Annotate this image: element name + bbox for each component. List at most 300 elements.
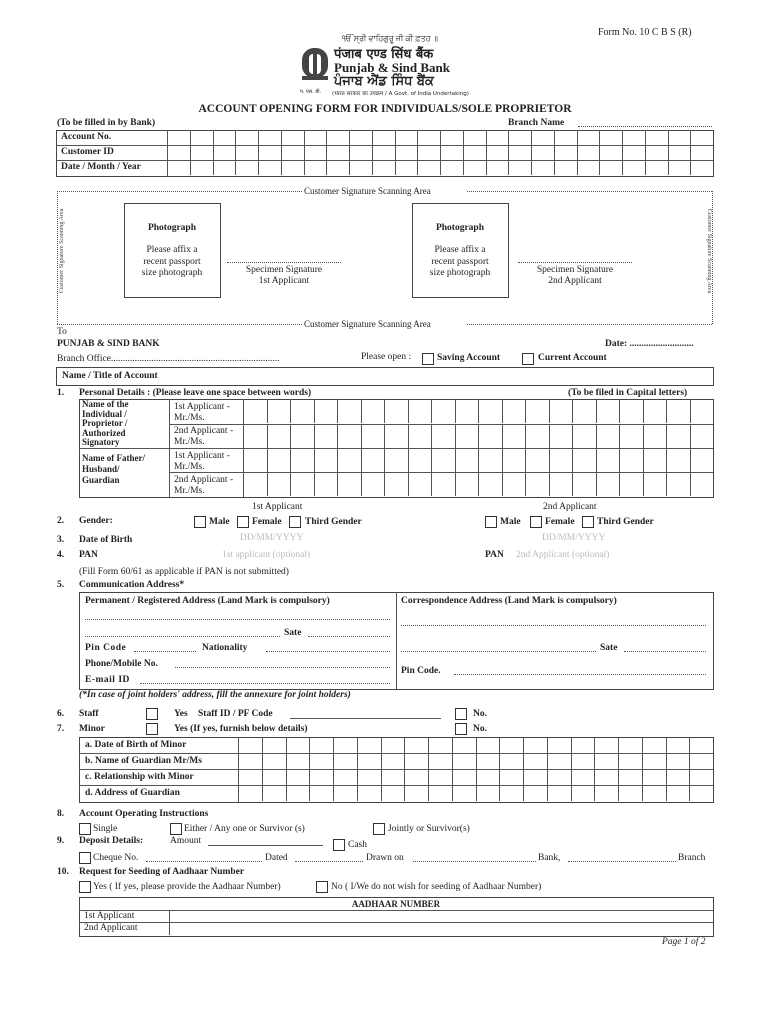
male-label-1: Male	[209, 517, 230, 527]
minor-cell-divider	[523, 753, 524, 769]
name-cell-divider	[361, 424, 362, 448]
minor-cell-divider	[666, 737, 667, 753]
nationality-line[interactable]	[266, 651, 390, 652]
pan-label-2: PAN	[485, 550, 504, 560]
minor-cell-divider	[523, 769, 524, 785]
name-cell-divider	[267, 399, 268, 423]
female-label-1: Female	[252, 517, 282, 527]
name-cell-divider	[337, 448, 338, 472]
s4-number: 4.	[57, 550, 65, 560]
photo-text-1b: recent passport	[143, 257, 201, 267]
corr-address-line-2[interactable]	[401, 651, 596, 652]
minor-dob-label: a. Date of Birth of Minor	[85, 740, 187, 750]
amount-line[interactable]	[208, 845, 323, 846]
staff-yes-checkbox[interactable]	[146, 708, 158, 720]
name-cell-divider	[572, 399, 573, 423]
phone-line[interactable]	[175, 667, 390, 668]
corr-address-label: Correspondence Address (Land Mark is compulsory)	[401, 596, 617, 606]
gender-third-2[interactable]	[582, 516, 594, 528]
minor-cell-divider	[262, 785, 263, 801]
bank-cell-divider	[326, 130, 327, 145]
name-cell-divider	[619, 448, 620, 472]
s6-number: 6.	[57, 709, 65, 719]
s6-label: Staff	[79, 709, 99, 719]
single-label: Single	[93, 824, 118, 834]
name-cell-divider	[361, 448, 362, 472]
minor-cell-divider	[404, 753, 405, 769]
branch-line[interactable]	[568, 861, 676, 862]
single-checkbox[interactable]	[79, 823, 91, 835]
dated-line[interactable]	[295, 861, 363, 862]
bank-cell-divider	[349, 130, 350, 145]
jointly-checkbox[interactable]	[373, 823, 385, 835]
bank-cell-divider	[463, 160, 464, 175]
cash-checkbox[interactable]	[333, 839, 345, 851]
cheque-checkbox[interactable]	[79, 852, 91, 864]
drawn-label: Drawn on	[366, 853, 404, 863]
date-field[interactable]: Date: ...........................	[605, 339, 694, 349]
gender-female-2[interactable]	[530, 516, 542, 528]
bank-cell-divider	[599, 160, 600, 175]
photo-text-2a: Please affix a	[434, 245, 486, 255]
specimen-sign-1a: Specimen Signature	[245, 265, 323, 275]
minor-cell-divider	[262, 737, 263, 753]
bank-cell-divider	[668, 160, 669, 175]
minor-cell-divider	[547, 769, 548, 785]
saving-account-checkbox[interactable]	[422, 353, 434, 365]
bank-cell-divider	[486, 145, 487, 160]
name-cell-divider	[290, 399, 291, 423]
name-cell-divider	[619, 424, 620, 448]
name-cell-divider	[431, 472, 432, 496]
s1-label: Personal Details : (Please leave one space between words)	[79, 388, 312, 398]
bank-cell-divider	[622, 145, 623, 160]
page-number: Page 1 of 2	[662, 937, 706, 947]
name-app2-label: 2nd Applicant - Mr./Ms.	[174, 426, 234, 447]
form-title: ACCOUNT OPENING FORM FOR INDIVIDUALS/SOLE PROPRIETOR	[198, 103, 572, 115]
branch-office-field[interactable]: Branch Office.......................................................................	[57, 354, 280, 364]
name-cell-divider	[596, 448, 597, 472]
bank-cell-divider	[417, 160, 418, 175]
name-cell-divider	[525, 448, 526, 472]
name-cell-divider	[314, 424, 315, 448]
email-label: E-mail ID	[85, 675, 130, 685]
minor-cell-divider	[286, 785, 287, 801]
minor-address-label: d. Address of Guardian	[85, 788, 180, 798]
bank-name-english: Punjab & Sind Bank	[334, 60, 450, 75]
bank-cell-divider	[645, 130, 646, 145]
minor-cell-divider	[594, 737, 595, 753]
bank-cell-divider	[463, 145, 464, 160]
bank-cell-divider	[645, 145, 646, 160]
name-cell-divider	[478, 472, 479, 496]
photo-text-1c: size photograph	[141, 268, 203, 278]
s1-number: 1.	[57, 388, 65, 398]
current-account-label: Current Account	[538, 353, 607, 363]
bank-cell-divider	[417, 130, 418, 145]
name-app1-label: 1st Applicant - Mr./Ms.	[174, 402, 230, 423]
bank-cell-divider	[622, 130, 623, 145]
minor-relation-label: c. Relationship with Minor	[85, 772, 194, 782]
minor-cell-divider	[618, 753, 619, 769]
s7-label: Minor	[79, 724, 105, 734]
minor-cell-divider	[428, 785, 429, 801]
minor-cell-divider	[618, 737, 619, 753]
bank-cell-divider	[349, 145, 350, 160]
name-cell-divider	[314, 472, 315, 496]
bank-name-punjabi: ਪੰਜਾਬ ਐਂਡ ਸਿੰਧ ਬੈਂਕ	[334, 74, 434, 89]
bank-cell-divider	[235, 145, 236, 160]
name-cell-divider	[478, 399, 479, 423]
aadhaar-no-checkbox[interactable]	[316, 881, 328, 893]
phone-label: Phone/Mobile No.	[85, 659, 158, 669]
name-cell-divider	[502, 399, 503, 423]
bank-name-hindi: पंजाब एण्ड सिंध बैंक	[334, 47, 434, 62]
minor-cell-divider	[428, 769, 429, 785]
current-account-checkbox[interactable]	[522, 353, 534, 365]
corr-pin-line[interactable]	[454, 674, 706, 675]
s2-label: Gender:	[79, 516, 113, 526]
bank-cell-divider	[258, 130, 259, 145]
minor-cell-divider	[499, 753, 500, 769]
minor-cell-divider	[309, 769, 310, 785]
name-cell-divider	[666, 424, 667, 448]
minor-yes-checkbox[interactable]	[146, 723, 158, 735]
aadhaar-table-head: AADHAAR NUMBER	[351, 899, 441, 909]
name-cell-divider	[290, 424, 291, 448]
staff-yes-label: Yes	[174, 709, 188, 719]
minor-cell-divider	[357, 737, 358, 753]
staff-id-label: Staff ID / PF Code	[198, 709, 273, 719]
minor-cell-divider	[571, 785, 572, 801]
name-cell-divider	[384, 424, 385, 448]
staff-no-label: No.	[473, 709, 487, 719]
name-cell-divider	[478, 424, 479, 448]
minor-cell-divider	[666, 769, 667, 785]
pan-field-2[interactable]: 2nd Applicant (optional)	[516, 550, 610, 560]
saving-account-label: Saving Account	[437, 353, 501, 363]
bank-cell-divider	[690, 145, 691, 160]
photo-title-1: Photograph	[147, 223, 197, 233]
minor-cell-divider	[618, 769, 619, 785]
minor-cell-divider	[333, 769, 334, 785]
bank-cell-divider	[190, 145, 191, 160]
minor-cell-divider	[309, 737, 310, 753]
bank-cell-divider	[281, 145, 282, 160]
minor-cell-divider	[571, 737, 572, 753]
bank-cell-divider	[190, 160, 191, 175]
name-cell-divider	[643, 448, 644, 472]
minor-cell-divider	[452, 769, 453, 785]
minor-cell-divider	[262, 753, 263, 769]
bank-cell-divider	[304, 130, 305, 145]
name-cell-divider	[314, 399, 315, 423]
minor-no-label: No.	[473, 724, 487, 734]
drawn-line[interactable]	[413, 861, 536, 862]
s9-label: Deposit Details:	[79, 836, 144, 846]
male-label-2: Male	[500, 517, 521, 527]
minor-cell-divider	[666, 753, 667, 769]
bank-cell-divider	[690, 160, 691, 175]
minor-cell-divider	[428, 737, 429, 753]
perm-address-line-2[interactable]	[85, 636, 280, 637]
pin-code-label: Pin Code	[85, 643, 127, 653]
minor-cell-divider	[476, 769, 477, 785]
bank-cell-divider	[372, 130, 373, 145]
aadhaar-yes-checkbox[interactable]	[79, 881, 91, 893]
bank-cell-divider	[395, 130, 396, 145]
name-cell-divider	[572, 448, 573, 472]
name-cell-divider	[267, 424, 268, 448]
name-cell-divider	[596, 472, 597, 496]
name-cell-divider	[431, 448, 432, 472]
bank-cell-divider	[531, 160, 532, 175]
tagline-prefix: प. एस. बी.	[300, 89, 322, 95]
to-label: To	[57, 327, 67, 337]
name-cell-divider	[643, 399, 644, 423]
name-cell-divider	[455, 448, 456, 472]
name-cell-divider	[619, 472, 620, 496]
photo-text-1a: Please affix a	[146, 245, 198, 255]
minor-yes-label: Yes (If yes, furnish below details)	[174, 724, 308, 734]
bank-cell-divider	[326, 145, 327, 160]
third-label-1: Third Gender	[305, 517, 362, 527]
bank-cell-divider	[281, 160, 282, 175]
name-cell-divider	[361, 399, 362, 423]
bank-cell-divider	[395, 145, 396, 160]
cheque-label: Cheque No.	[93, 853, 139, 863]
bank-label: Bank,	[538, 853, 561, 863]
s8-label: Account Operating Instructions	[79, 809, 209, 819]
s1-note: (To be filed in Capital letters)	[568, 388, 688, 398]
bank-cell-divider	[486, 160, 487, 175]
name-cell-divider	[408, 448, 409, 472]
minor-cell-divider	[689, 769, 690, 785]
name-cell-divider	[455, 399, 456, 423]
bank-cell-divider	[281, 130, 282, 145]
minor-cell-divider	[618, 785, 619, 801]
name-cell-divider	[502, 472, 503, 496]
aadhaar-app1-field[interactable]	[170, 911, 712, 922]
tagline: (भारत सरकार का उपक्रम / A Govt. of India Undertaking)	[332, 91, 469, 97]
minor-cell-divider	[571, 769, 572, 785]
name-cell-divider	[666, 399, 667, 423]
corr-pin-label: Pin Code.	[401, 666, 441, 676]
bank-cell-divider	[554, 160, 555, 175]
name-cell-divider	[525, 424, 526, 448]
dob-field-1[interactable]: DD/MM/YYYY	[240, 533, 304, 543]
name-cell-divider	[666, 448, 667, 472]
name-cell-divider	[690, 448, 691, 472]
minor-cell-divider	[381, 737, 382, 753]
name-cell-divider	[290, 472, 291, 496]
joint-note: (*In case of joint holders' address, fill the annexure for joint holders)	[79, 690, 351, 700]
email-line[interactable]	[140, 683, 390, 684]
minor-cell-divider	[309, 753, 310, 769]
scan-area-label-bottom: Customer Signature Scanning Area	[304, 319, 431, 329]
bank-cell-divider	[190, 130, 191, 145]
minor-cell-divider	[642, 769, 643, 785]
minor-cell-divider	[404, 769, 405, 785]
amount-label: Amount	[170, 836, 202, 846]
minor-cell-divider	[594, 785, 595, 801]
minor-cell-divider	[428, 753, 429, 769]
photo-text-2c: size photograph	[429, 268, 491, 278]
minor-cell-divider	[333, 753, 334, 769]
s5-label: Communication Address*	[79, 580, 185, 590]
name-cell-divider	[267, 448, 268, 472]
bank-cell-divider	[417, 145, 418, 160]
perm-address-line-1[interactable]	[85, 619, 390, 620]
minor-cell-divider	[452, 753, 453, 769]
cash-label: Cash	[348, 840, 367, 850]
branch-label: Branch	[678, 853, 706, 863]
minor-cell-divider	[333, 785, 334, 801]
name-cell-divider	[502, 424, 503, 448]
gender-third-1[interactable]	[289, 516, 301, 528]
name-cell-divider	[596, 424, 597, 448]
bank-cell-divider	[599, 130, 600, 145]
specimen-sign-2b: 2nd Applicant	[548, 276, 602, 286]
female-label-2: Female	[545, 517, 575, 527]
bank-cell-divider	[508, 160, 509, 175]
name-cell-divider	[455, 424, 456, 448]
perm-state-line[interactable]	[308, 636, 390, 637]
name-cell-divider	[478, 448, 479, 472]
name-cell-divider	[525, 472, 526, 496]
minor-no-checkbox[interactable]	[455, 723, 467, 735]
bank-cell-divider	[395, 160, 396, 175]
minor-cell-divider	[286, 737, 287, 753]
first-applicant-head: 1st Applicant	[252, 502, 303, 512]
minor-cell-divider	[689, 753, 690, 769]
minor-guardian-label: b. Name of Guardian Mr/Ms	[85, 756, 202, 766]
minor-cell-divider	[476, 737, 477, 753]
minor-cell-divider	[357, 753, 358, 769]
gender-male-2[interactable]	[485, 516, 497, 528]
bank-cell-divider	[577, 130, 578, 145]
minor-cell-divider	[689, 737, 690, 753]
minor-cell-divider	[262, 769, 263, 785]
bank-cell-divider	[531, 130, 532, 145]
minor-cell-divider	[571, 753, 572, 769]
branch-name-line[interactable]	[578, 126, 712, 127]
specimen-sign-1b: 1st Applicant	[258, 276, 310, 286]
name-cell-divider	[572, 424, 573, 448]
name-cell-divider	[408, 424, 409, 448]
name-cell-divider	[690, 399, 691, 423]
bank-cell-divider	[645, 160, 646, 175]
name-cell-divider	[384, 472, 385, 496]
name-cell-divider	[408, 399, 409, 423]
date-label: Date / Month / Year	[61, 162, 141, 172]
bank-cell-divider	[440, 130, 441, 145]
bank-cell-divider	[599, 145, 600, 160]
bank-cell-divider	[531, 145, 532, 160]
bank-cell-divider	[463, 130, 464, 145]
cheque-line[interactable]	[146, 861, 262, 862]
aadhaar-app2-field[interactable]	[170, 923, 712, 934]
bank-cell-divider	[258, 145, 259, 160]
name-cell-divider	[619, 399, 620, 423]
minor-cell-divider	[499, 769, 500, 785]
form-number: Form No. 10 C B S (R)	[598, 27, 692, 38]
father-app1-label: 1st Applicant - Mr./Ms.	[174, 451, 230, 472]
minor-cell-divider	[404, 785, 405, 801]
s5-number: 5.	[57, 580, 65, 590]
staff-no-checkbox[interactable]	[455, 708, 467, 720]
name-label: Name of the Individual / Proprietor / Authorized Signatory	[82, 399, 129, 447]
name-cell-divider	[337, 399, 338, 423]
name-cell-divider	[361, 472, 362, 496]
name-cell-divider	[408, 472, 409, 496]
scan-area-label-top: Customer Signature Scanning Area	[304, 186, 431, 196]
minor-cell-divider	[286, 753, 287, 769]
pin-code-line[interactable]	[134, 651, 196, 652]
bank-cell-divider	[372, 160, 373, 175]
name-cell-divider	[267, 472, 268, 496]
account-title-label: Name / Title of Account	[62, 371, 158, 381]
either-checkbox[interactable]	[170, 823, 182, 835]
bank-cell-divider	[508, 145, 509, 160]
please-open-label: Please open :	[361, 352, 412, 362]
s10-number: 10.	[57, 867, 69, 877]
gender-male-1[interactable]	[194, 516, 206, 528]
name-cell-divider	[431, 424, 432, 448]
third-label-2: Third Gender	[597, 517, 654, 527]
corr-state-line[interactable]	[624, 651, 706, 652]
minor-cell-divider	[381, 753, 382, 769]
name-cell-divider	[572, 472, 573, 496]
bank-cell-divider	[349, 160, 350, 175]
minor-cell-divider	[523, 737, 524, 753]
minor-cell-divider	[666, 785, 667, 801]
bank-use-table	[56, 130, 714, 177]
corr-address-line-1[interactable]	[401, 625, 706, 626]
aadhaar-app2-label: 2nd Applicant	[84, 923, 138, 933]
minor-cell-divider	[547, 737, 548, 753]
bank-cell-divider	[372, 145, 373, 160]
photo-text-2b: recent passport	[431, 257, 489, 267]
minor-cell-divider	[476, 785, 477, 801]
bank-cell-divider	[235, 160, 236, 175]
bank-cell-divider	[668, 145, 669, 160]
name-cell-divider	[314, 448, 315, 472]
gender-female-1[interactable]	[237, 516, 249, 528]
scan-side-label-right: Customer Signature Scanning Area	[706, 208, 713, 294]
pan-field-1[interactable]: 1st applicant (optional)	[222, 550, 311, 560]
bank-cell-divider	[440, 160, 441, 175]
s4-label: PAN	[79, 550, 98, 560]
name-cell-divider	[337, 472, 338, 496]
minor-cell-divider	[476, 753, 477, 769]
minor-cell-divider	[452, 785, 453, 801]
s9-number: 9.	[57, 836, 65, 846]
bank-cell-divider	[235, 130, 236, 145]
bank-cell-divider	[304, 160, 305, 175]
dob-field-2[interactable]: DD/MM/YYYY	[542, 533, 606, 543]
dated-label: Dated	[265, 853, 288, 863]
staff-id-line[interactable]	[290, 718, 441, 719]
s7-number: 7.	[57, 724, 65, 734]
perm-address-label: Permanent / Registered Address (Land Mark is compulsory)	[85, 596, 330, 606]
name-cell-divider	[643, 424, 644, 448]
name-cell-divider	[384, 448, 385, 472]
minor-cell-divider	[381, 769, 382, 785]
s3-label: Date of Birth	[79, 535, 133, 545]
minor-cell-divider	[286, 769, 287, 785]
bank-cell-divider	[554, 145, 555, 160]
